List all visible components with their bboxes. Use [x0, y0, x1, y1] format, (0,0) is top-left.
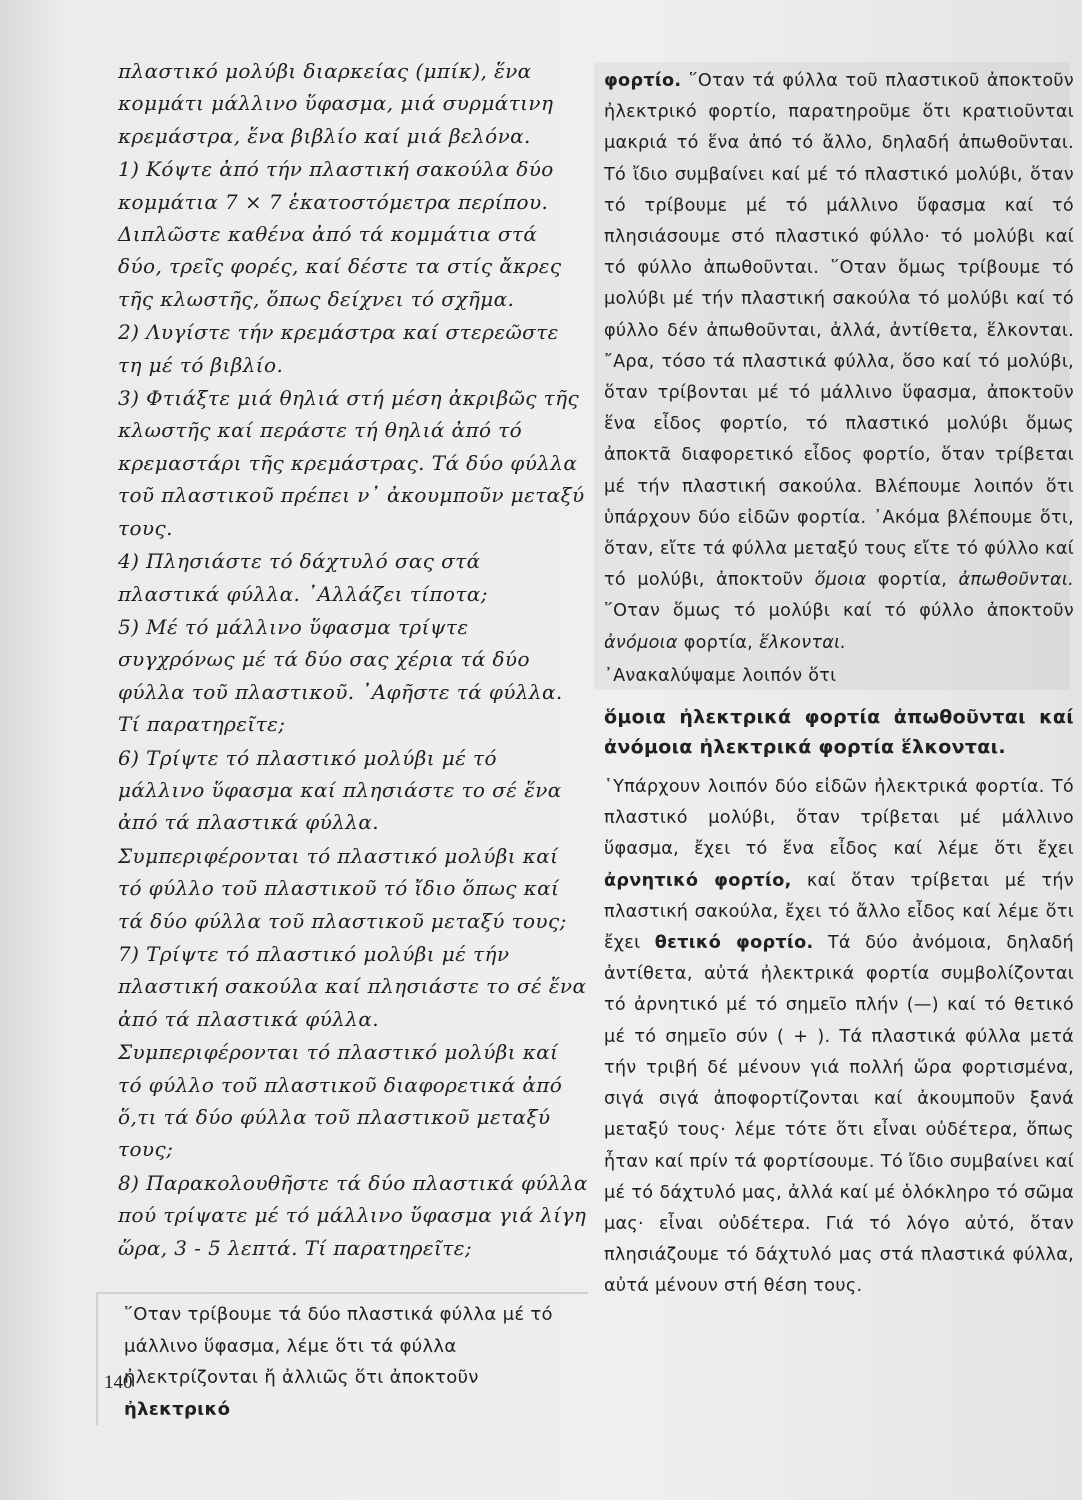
instruction-step-7-question: Συμπεριφέρονται τό πλαστικό μολύβι καί τό φύλλο τοῦ πλαστικοῦ διαφορετικά ἀπό ὅ,τι τά δύο φύλλα τοῦ πλαστικοῦ μεταξύ τους;: [118, 1040, 563, 1162]
instruction-step-8: 8) Παρακολουθῆστε τά δύο πλαστικά φύλλα πού τρίψατε μέ τό μάλλινο ὕφασμα γιά λίγη ὥρα, 3 - 5 λεπτά. Τί παρατηρεῖτε;: [118, 1170, 588, 1260]
explanation-paragraph: φορτίο. ῞Οταν τά φύλλα τοῦ πλαστικοῦ ἀποκτοῦν ἠλεκτρικό φορτίο, παρατηροῦμε ὅτι κρατιοῦνται μακριά τό ἕνα ἀπό τό ἄλλο, δηλαδή ἀπωθοῦνται. Τό ἴδιο συμβαίνει καί μέ τό πλαστικό μολύβι, ὅταν τό τρίβουμε μέ τό μάλλινο ὕφασμα καί τό πλησιάσουμε στό πλαστικό φύλλο· τό μολύβι καί τό φύλλο ἀπωθοῦνται. ῞Οταν ὅμως τρίβουμε τό μολύβι μέ τήν πλαστική σακούλα τό μολύβι καί τό φύλλο δέν ἀπωθοῦνται, ἀλλά, ἀντίθετα, ἕλκονται. ῎Αρα, τόσο τά πλαστικά φύλλα, ὅσο καί τό μολύβι, ὅταν τρίβονται μέ τό μάλλινο ὕφασμα, ἀποκτοῦν ἕνα εἶδος φορτίο, τό πλαστικό μολύβι ὅμως ἀποκτᾶ διαφορετικό εἶδος φορτίο, ὅταν τρίβεται μέ τήν πλαστική σακούλα. Βλέπουμε λοιπόν ὅτι ὑπάρχουν δύο εἰδῶν φορτία. ᾿Ακόμα βλέπουμε ὅτι, ὅταν, εἴτε τά φύλλα μεταξύ τους εἴτε τό φύλλο καί τό μολύβι, ἀποκτοῦν ὅμοια φορτία, ἀπωθοῦνται. ῞Οταν ὅμως τό μολύβι καί τό φύλλο ἀποκτοῦν ἀνόμοια φορτία, ἕλκονται.: [604, 71, 1074, 653]
instruction-step-1: 1) Κόψτε ἀπό τήν πλαστική σακούλα δύο κομμάτια 7 × 7 ἑκατοστόμετρα περίπου. Διπλῶστε καθένα ἀπό τά κομμάτια στά δύο, τρεῖς φορές, καί δέστε τα στίς ἄκρες τῆς κλωστῆς, ὅπως δείχνει τό σχῆμα.: [118, 157, 562, 311]
charge-rule-statement: ὅμοια ἠλεκτρικά φορτία ἀπωθοῦνται καί ἀνόμοια ἠλεκτρικά φορτία ἕλκονται.: [604, 706, 1074, 759]
right-column-explanation: [604, 66, 1074, 1303]
left-column-instructions: [118, 55, 588, 1265]
instruction-step-5: 5) Μέ τό μάλλινο ὕφασμα τρίψτε συγχρόνως μέ τά δύο σας χέρια τά δύο φύλλα τοῦ πλαστικοῦ. ᾿Αφῆστε τά φύλλα. Τί παρατηρεῖτε;: [118, 614, 563, 737]
charge-term: φορτίο.: [604, 71, 682, 91]
instruction-step-6: 6) Τρίψτε τό πλαστικό μολύβι μέ τό μάλλινο ὕφασμα καί πλησιάστε το σέ ἕνα ἀπό τά πλαστικά φύλλα.: [118, 745, 562, 835]
discovered-line: ᾿Ανακαλύψαμε λοιπόν ὅτι: [604, 665, 837, 686]
instruction-step-7: 7) Τρίψτε τό πλαστικό μολύβι μέ τήν πλαστική σακούλα καί πλησιάστε το σέ ἕνα ἀπό τά πλαστικά φύλλα.: [118, 941, 587, 1031]
definition-text: ῞Οταν τρίβουμε τά δύο πλαστικά φύλλα μέ τό μάλλινο ὕφασμα, λέμε ὅτι τά φύλλα ἠλεκτρίζονται ἤ ἀλλιῶς ὅτι ἀποκτοῦν: [124, 1304, 553, 1388]
materials-list: πλαστικό μολύβι διαρκείας (μπίκ), ἕνα κομμάτι μάλλινο ὕφασμα, μιά συρμάτινη κρεμάστρα, ἕνα βιβλίο καί μιά βελόνα.: [118, 59, 554, 148]
instruction-step-6-question: Συμπεριφέρονται τό πλαστικό μολύβι καί τό φύλλο τοῦ πλαστικοῦ τό ἴδιο ὅπως καί τά δύο φύλλα τοῦ πλαστικοῦ μεταξύ τους;: [118, 843, 567, 933]
instruction-step-3: 3) Φτιάξτε μιά θηλιά στή μέση ἀκριβῶς τῆς κλωστῆς καί περάστε τή θηλιά ἀπό τό κρεμαστάρι τῆς κρεμάστρας. Τά δύο φύλλα τοῦ πλαστικοῦ πρέπει ν᾿ ἀκουμποῦν μεταξύ τους.: [118, 386, 585, 540]
negative-charge-term: ἀρνητικό φορτίο,: [604, 870, 792, 891]
page-number: 140: [104, 1372, 133, 1393]
instruction-step-4: 4) Πλησιάστε τό δάχτυλό σας στά πλαστικά φύλλα. ᾿Αλλάζει τίποτα;: [118, 549, 488, 606]
charge-types-paragraph: ῾Υπάρχουν λοιπόν δύο εἰδῶν ἠλεκτρικά φορτία. Τό πλαστικό μολύβι, ὅταν τρίβεται μέ μάλλινο ὕφασμα, ἔχει τό ἕνα εἶδος καί λέμε ὅτι ἔχει ἀρνητικό φορτίο, καί ὅταν τρίβεται μέ τήν πλαστική σακούλα, ἔχει τό ἄλλο εἶδος καί λέμε ὅτι ἔχει θετικό φορτίο. Τά δύο ἀνόμοια, δηλαδή ἀντίθετα, αὐτά ἠλεκτρικά φορτία συμβολίζονται τό ἀρνητικό μέ τό σημεῖο πλήν (—) καί τό θετικό μέ τό σημεῖο σύν ( + ). Τά πλαστικά φύλλα μετά τήν τριβή δέ μένουν γιά πολλή ὥρα φορτισμένα, σιγά σιγά ἀποφορτίζονται καί ἀκουμποῦν ξανά μεταξύ τους· λέμε τότε ὅτι εἶναι οὐδέτερα, ὅπως ἦταν καί πρίν τά φορτίσουμε. Τό ἴδιο συμβαίνει καί μέ τό δάχτυλό μας, ἀλλά καί μέ ὁλόκληρο τό σῶμα μας· εἶναι οὐδέτερα. Γιά τό λόγο αὐτό, ὅταν πλησιάζουμε τό δάχτυλό μας στά πλαστικά φύλλα, αὐτά μένουν στή θέση τους.: [604, 777, 1074, 1297]
positive-charge-term: θετικό φορτίο.: [654, 933, 814, 954]
instruction-step-2: 2) Λυγίστε τήν κρεμάστρα καί στερεῶστε τη μέ τό βιβλίο.: [118, 320, 559, 377]
definition-box: [96, 1292, 588, 1425]
definition-bold-term: ἠλεκτρικό: [124, 1398, 231, 1420]
